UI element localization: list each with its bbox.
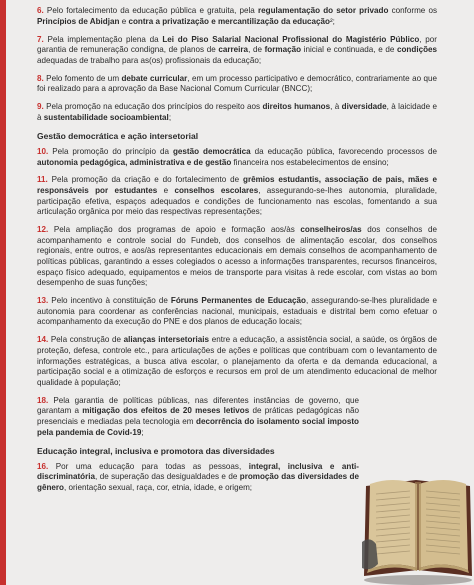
item-text: Pelo incentivo à constituição de	[48, 296, 171, 306]
list-item	[37, 296, 437, 328]
item-emphasis: contra a privatização e mercantilização da educação	[128, 16, 330, 26]
item-text: de práticas pedagógicas não presenciais e mediadas pela tecnologia em	[37, 406, 359, 426]
item-text: dos conselhos de acompanhamento e controle social do Fundeb, dos conselhos de alimentação escolar, dos conselhos regionais, entre outros, e aos/às representantes educacionais em demais conselhos de acompanhamento de políticas públicas, garantindo a esses colegiados o acesso a informações transparentes, recursos financeiros, espaço físico adequado, equipamentos e meios de transporte para visitas à rede escolar, com vistas ao bom desempenho de suas funções;	[37, 225, 437, 288]
item-text: Pela promoção do princípio da	[48, 146, 173, 156]
item-text: Pela promoção da criação e do fortalecimento de	[47, 175, 243, 185]
item-text: Pela ampliação dos programas de apoio e formação aos/às	[48, 225, 301, 235]
item-text: Pelo fomento de um	[43, 73, 122, 83]
item-text: financeira nos estabelecimentos de ensino;	[231, 157, 389, 167]
items-group-2	[37, 147, 437, 438]
item-emphasis: integral, inclusiva e anti-discriminatória	[37, 461, 359, 482]
item-emphasis: Lei do Piso Salarial Nacional Profissional do Magistério Público	[162, 34, 420, 44]
items-group-1	[37, 6, 437, 124]
item-emphasis: carreira	[218, 45, 249, 55]
item-text: conforme os	[388, 6, 438, 15]
content-column	[37, 6, 437, 501]
item-number: 10.	[37, 146, 49, 156]
item-text: e	[157, 186, 175, 196]
item-number: 6.	[37, 6, 44, 15]
item-emphasis: Princípios de Abidjan	[37, 16, 120, 26]
item-number: 7.	[37, 34, 44, 44]
item-emphasis: autonomia pedagógica, administrativa e de gestão	[37, 157, 232, 167]
item-emphasis: regulamentação do setor privado	[257, 6, 389, 15]
item-text: inicial e continuada, e de	[301, 45, 397, 55]
item-text: , de	[248, 45, 265, 55]
list-item	[37, 175, 437, 217]
item-emphasis: diversidade	[341, 102, 387, 112]
item-number: 9.	[37, 102, 44, 112]
section-heading-gestao: Gestão democrática e ação intersetorial	[37, 130, 199, 141]
item-emphasis: alianças intersetoriais	[123, 335, 210, 345]
item-number: 12.	[37, 225, 49, 235]
list-item	[37, 225, 437, 289]
item-text: , assegurando-se-lhes pluralidade e autonomia para coordenar as conferências nacional, municipais, estaduais e distrital bem como efetuar o acompanhamento da execução do PNE e dos planos de educação locais;	[37, 296, 437, 327]
item-emphasis: grêmios estudantis, associação de pais, mães e responsáveis por estudantes	[37, 175, 437, 196]
item-text: Pela garantia de políticas públicas, nas diferentes instâncias de governo, que garantam a	[37, 395, 359, 416]
item-text: ²;	[329, 16, 335, 26]
item-text: e	[119, 16, 129, 26]
item-text: , em um processo participativo e democrático, contrariamente ao que foi realizado para a aprovação da Base Nacional Comum Curricular (BNCC);	[37, 73, 437, 94]
item-number: 16.	[37, 461, 49, 471]
list-item	[37, 102, 437, 123]
list-item	[37, 6, 437, 27]
item-number: 8.	[37, 73, 44, 83]
item-emphasis: mitigação dos efeitos de 20 meses letivos	[82, 406, 250, 416]
list-item	[37, 462, 359, 494]
item-text: Pelo fortalecimento da educação pública e gratuita, pela	[43, 6, 258, 15]
item-text: , à laicidade e à	[37, 102, 437, 122]
list-item	[37, 74, 437, 95]
item-emphasis: direitos humanos	[262, 102, 331, 112]
item-emphasis: debate curricular	[121, 73, 188, 83]
item-emphasis: sustentabilidade socioambiental	[43, 112, 169, 122]
open-book-image	[362, 472, 474, 585]
item-emphasis: formação	[264, 45, 302, 55]
item-emphasis: condições	[396, 45, 438, 55]
item-text: Por uma educação para todas as pessoas,	[48, 461, 249, 471]
item-number: 13.	[37, 296, 49, 306]
item-text: , assegurando-se-lhes autonomia, pluralidade, participação efetiva, espaços adequados e condições de funcionamento nas escolas, fomentando a sua articulação orgânica por meio das respectivas representações;	[37, 186, 438, 217]
item-number: 18.	[37, 395, 49, 405]
item-text: , por garantia de remuneração condigna, de planos de	[37, 34, 437, 55]
item-text: Pela promoção na educação dos princípios do respeito aos	[43, 102, 263, 112]
list-item	[37, 147, 437, 168]
item-number: 14.	[37, 335, 49, 345]
list-item	[37, 335, 437, 388]
list-item	[37, 35, 437, 67]
section-heading-educacao-integral: Educação integral, inclusiva e promotora das diversidades	[37, 445, 275, 456]
item-text: , de superação das desigualdades e de	[95, 472, 240, 482]
item-emphasis: gestão democrática	[172, 146, 251, 156]
item-emphasis: conselheiros/as	[300, 225, 362, 235]
item-text: , orientação sexual, raça, cor, etnia, idade, e origem;	[64, 482, 253, 492]
item-number: 11.	[37, 175, 48, 185]
list-item	[37, 396, 359, 438]
red-edge-strip	[0, 0, 6, 585]
item-emphasis: Fóruns Permanentes de Educação	[170, 296, 306, 306]
item-text: adequadas de trabalho para as(os) profissionais da educação;	[37, 55, 262, 65]
item-text: ;	[168, 112, 172, 122]
item-emphasis: decorrência do isolamento social imposto pela pandemia de Covid-19	[37, 416, 359, 437]
item-text: entre a educação, a assistência social, a saúde, os órgãos de proteção, defesa, controle etc., para articulações de ações e políticas que contribuam com o levantamento de informações estratégicas, a busca ativa escolar, o planejamento da oferta e da demanda educacional, a participação social e a otimização de esforços e recursos em prol de um atendimento educacional de melhor qualidade à população;	[37, 335, 437, 387]
item-text: , à	[330, 102, 342, 112]
item-emphasis: promoção das diversidades de gênero	[37, 472, 359, 492]
item-text: Pela implementação plena da	[43, 34, 163, 44]
item-text: da educação pública, favorecendo processos de	[250, 146, 438, 156]
item-emphasis: conselhos escolares	[174, 186, 259, 196]
item-text: ;	[141, 427, 144, 437]
item-text: Pela construção de	[48, 335, 124, 345]
